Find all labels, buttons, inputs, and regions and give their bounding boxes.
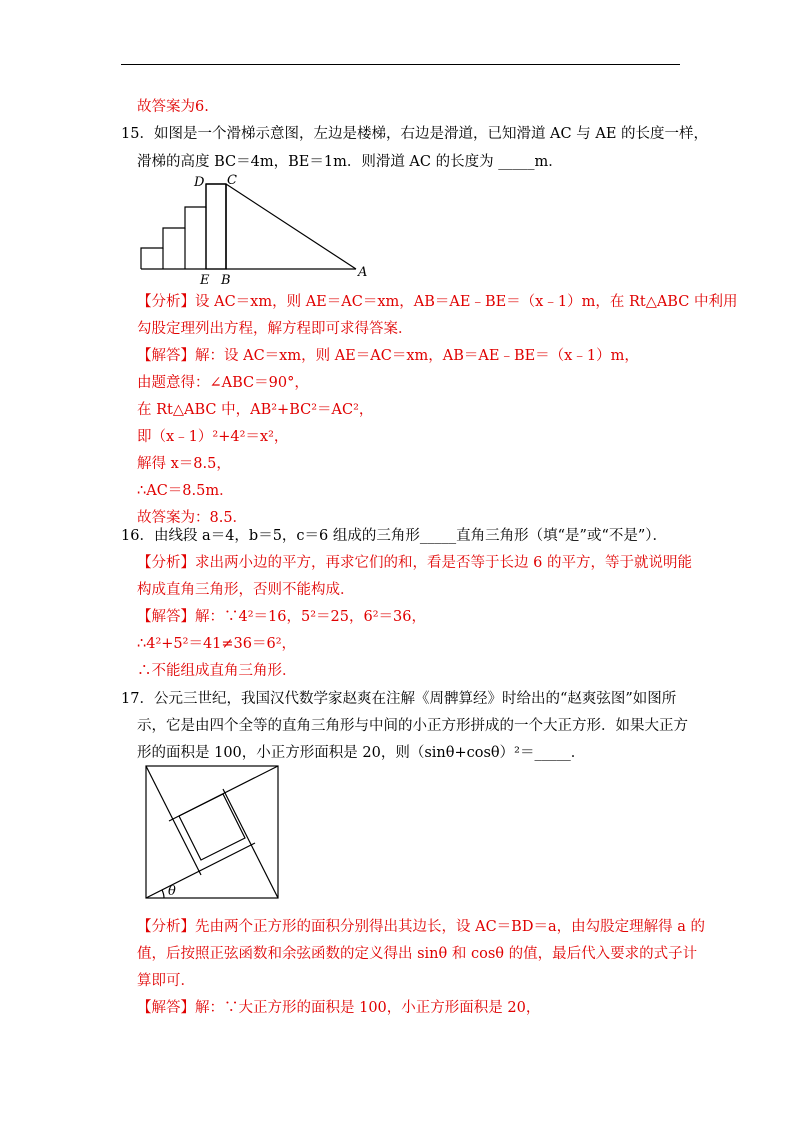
q16-analysis-line1: 【分析】求出两小边的平方，再求它们的和，看是否等于长边 6 的平方，等于就说明能 [137, 555, 692, 571]
q15-stem-line2: 滑梯的高度 BC＝4m，BE＝1m．则滑道 AC 的长度为 _____m． [137, 154, 563, 170]
q17-stem-line2: 示，它是由四个全等的直角三角形与中间的小正方形拼成的一个大正方形．如果大正方 [137, 718, 688, 734]
q17-analysis-line2: 值，后按照正弦函数和余弦函数的定义得出 sinθ 和 cosθ 的值，最后代入要求的式子计 [137, 946, 698, 962]
q15-solution-line2: 由题意得：∠ABC＝90°， [137, 375, 309, 391]
theta-label: θ [168, 884, 176, 899]
q16-solution-line1: 【解答】解：∵4²＝16，5²＝25，6²＝36， [137, 609, 426, 625]
slide-diagram [130, 170, 380, 290]
label-C: C [227, 173, 237, 188]
q15-stem-line1: 15．如图是一个滑梯示意图，左边是楼梯，右边是滑道，已知滑道 AC 与 AE 的长度一样， [121, 126, 709, 142]
q17-solution-line1: 【解答】解：∵大正方形的面积是 100，小正方形面积是 20， [137, 1000, 541, 1016]
q15-solution-line5: 解得 x＝8.5， [137, 456, 231, 472]
label-B: B [221, 273, 231, 288]
q15-solution-line7: 故答案为：8.5． [137, 510, 248, 526]
q15-solution-line4: 即（x﹣1）²+4²＝x²， [137, 429, 289, 445]
q15-analysis-line2: 勾股定理列出方程，解方程即可求得答案． [137, 321, 413, 337]
header-rule [121, 64, 680, 65]
tower-rect [206, 184, 226, 269]
slide-line [226, 184, 356, 269]
q16-solution-line3: ∴不能组成直角三角形． [137, 663, 297, 679]
q15-solution-line1: 【解答】解：设 AC＝xm，则 AE＝AC＝xm，AB＝AE﹣BE＝（x﹣1）m， [137, 348, 639, 364]
label-D: D [194, 175, 205, 190]
outer-square [146, 766, 278, 898]
q17-stem-line1: 17．公元三世纪，我国汉代数学家赵爽在注解《周髀算经》时给出的“赵爽弦图”如图所 [121, 691, 677, 707]
stairs-outline [141, 184, 226, 269]
q17-analysis-line3: 算即可． [137, 973, 195, 989]
q17-analysis-line1: 【分析】先由两个正方形的面积分别得出其边长，设 AC＝BD＝a，由勾股定理解得 a 的 [137, 919, 705, 935]
label-E: E [200, 273, 210, 288]
q16-stem: 16．由线段 a＝4，b＝5，c＝6 组成的三角形_____直角三角形（填“是”或“不是”）． [121, 528, 668, 544]
q17-stem-line3: 形的面积是 100，小正方形面积是 20，则（sinθ+cosθ）²＝_____． [137, 745, 586, 761]
zhao-shuang-diagram [142, 762, 282, 902]
q15-solution-line6: ∴AC＝8.5m． [137, 483, 234, 499]
q16-solution-line2: ∴4²+5²＝41≠36＝6²， [137, 636, 297, 652]
q14-answer: 故答案为6. [137, 99, 209, 115]
q15-solution-line3: 在 Rt△ABC 中，AB²+BC²＝AC²， [137, 402, 374, 418]
label-A: A [358, 265, 368, 280]
q15-analysis-line1: 【分析】设 AC＝xm，则 AE＝AC＝xm，AB＝AE﹣BE＝（x﹣1）m，在 Rt△ABC 中利用 [137, 294, 738, 310]
q16-analysis-line2: 构成直角三角形，否则不能构成． [137, 582, 355, 598]
